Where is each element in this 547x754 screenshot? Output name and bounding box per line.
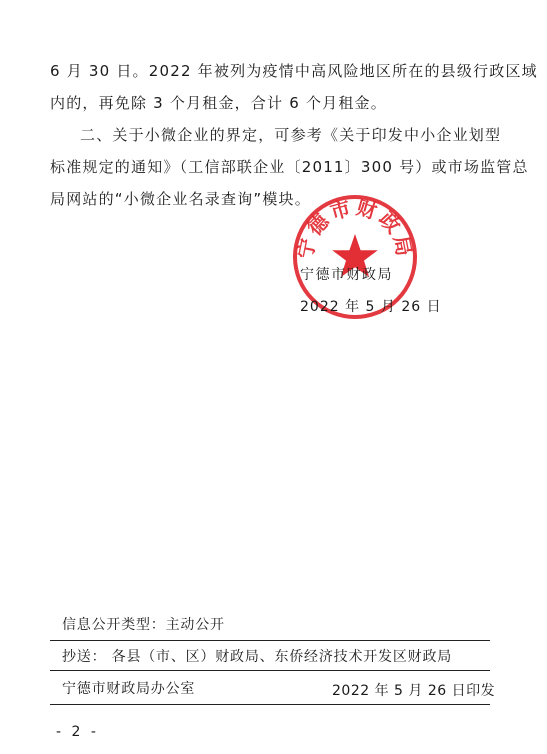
seal-text: 宁德市财政局 (292, 195, 418, 261)
disclosure-type: 信息公开类型：主动公开 (62, 617, 225, 633)
body-line-1: 6 月 30 日。2022 年被列为疫情中高风险地区所在的县级行政区域 (50, 62, 538, 80)
footer-rule-middle (50, 670, 490, 671)
signature-date: 2022 年 5 月 26 日 (300, 299, 442, 315)
cc-line: 抄送： 各县（市、区）财政局、东侨经济技术开发区财政局 (62, 649, 453, 665)
body-line-2: 内的，再免除 3 个月租金，合计 6 个月租金。 (50, 94, 387, 112)
footer-rule-bottom (50, 704, 490, 705)
body-line-3: 二、关于小微企业的界定，可参考《关于印发中小企业划型 (80, 126, 502, 144)
body-line-4: 标准规定的通知》（工信部联企业〔2011〕300 号）或市场监管总 (50, 158, 529, 176)
footer-rule-top (50, 640, 490, 641)
signature-org: 宁德市财政局 (300, 267, 393, 283)
page-number: - 2 - (56, 724, 99, 740)
print-date: 2022 年 5 月 26 日印发 (332, 683, 496, 699)
body-line-5: 局网站的“小微企业名录查询”模块。 (50, 190, 311, 208)
issuing-office: 宁德市财政局办公室 (62, 681, 196, 697)
